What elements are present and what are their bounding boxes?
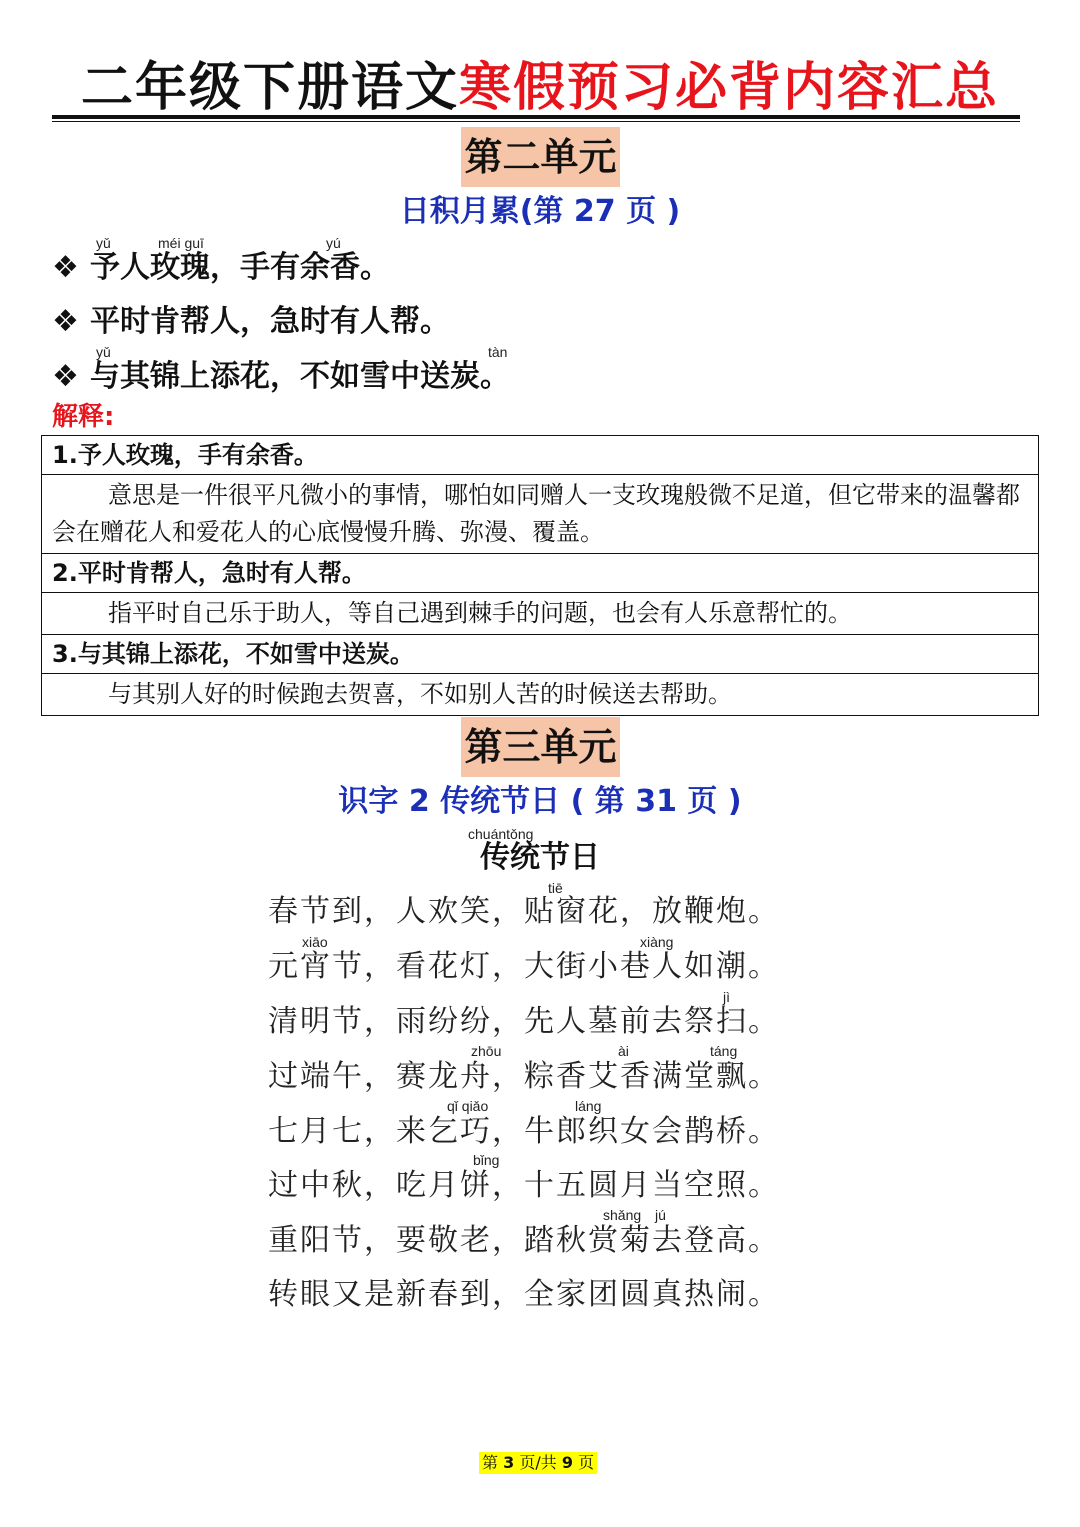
poem-line: 过中秋，吃月饼，十五圆月当空照。 [268, 1168, 780, 1203]
page-middle: 页/共 [519, 1453, 557, 1472]
page-indicator [479, 1452, 597, 1474]
poem-line: 元宵节，看花灯，大街小巷人如潮。 [268, 949, 780, 984]
saying-text: 与其锦上添花，不如雪中送炭。 [90, 359, 510, 394]
total-pages: 9 [561, 1453, 573, 1472]
saying-3 [52, 357, 510, 397]
pinyin-annotation: xiāo [302, 934, 328, 950]
pinyin-annotation: bǐng [473, 1152, 500, 1168]
diamond-bullet-icon: ❖ [52, 250, 79, 285]
poem-line: 清明节，雨纷纷，先人墓前去祭扫。 [268, 1004, 780, 1039]
pinyin-annotation: tiē [548, 880, 563, 896]
pinyin-annotation: tàn [488, 344, 508, 360]
poem-line: 重阳节，要敬老，踏秋赏菊去登高。 [268, 1223, 780, 1258]
explanation-question: 3.与其锦上添花，不如雪中送炭。 [42, 635, 1039, 674]
saying-text: 予人玫瑰，手有余香。 [90, 250, 390, 285]
title-rule-thick [52, 115, 1020, 119]
pinyin-annotation: xiàng [640, 934, 674, 950]
saying-1 [52, 248, 390, 288]
pinyin-annotation: yǔ [96, 235, 111, 251]
explanation-question: 1.予人玫瑰，手有余香。 [42, 436, 1039, 475]
pinyin-annotation: qǐ qiǎo [447, 1098, 489, 1114]
page-prefix: 第 [482, 1453, 499, 1472]
title-red-part: 寒假预习必背内容汇总 [459, 58, 1000, 118]
unit3-heading: 第三单元 [461, 717, 620, 777]
pinyin-annotation: yú [326, 235, 341, 251]
pinyin-annotation: ài [618, 1043, 629, 1059]
pinyin-annotation: shǎng [603, 1207, 642, 1223]
pinyin-annotation: láng [575, 1098, 602, 1114]
diamond-bullet-icon: ❖ [52, 359, 79, 394]
explanation-table [41, 435, 1039, 716]
poem-title: 传统节日 [480, 840, 600, 875]
explanation-label: 解释: [52, 402, 115, 432]
poem-line: 春节到，人欢笑，贴窗花，放鞭炮。 [268, 894, 780, 929]
unit3-subheading: 识字 2 传统节日 ( 第 31 页 ) [338, 784, 742, 819]
pinyin-annotation: méi guī [158, 235, 204, 251]
pinyin-annotation: jú [655, 1207, 666, 1223]
poem-line: 过端午，赛龙舟，粽香艾香满堂飘。 [268, 1059, 780, 1094]
explanation-answer: 与其别人好的时候跑去贺喜，不如别人苦的时候送去帮助。 [42, 674, 1039, 716]
current-page: 3 [503, 1453, 515, 1472]
unit2-subheading: 日积月累(第 27 页 ) [399, 194, 681, 229]
pinyin-annotation: táng [710, 1043, 738, 1059]
pinyin-annotation: jì [723, 989, 730, 1005]
title-black-part: 二年级下册语文 [80, 58, 459, 118]
title-rule-thin [52, 121, 1020, 122]
saying-2 [52, 302, 450, 342]
pinyin-annotation: yǔ [96, 344, 111, 360]
pinyin-annotation: zhōu [471, 1043, 502, 1059]
saying-text: 平时肯帮人，急时有人帮。 [90, 304, 450, 339]
explanation-question: 2.平时肯帮人，急时有人帮。 [42, 554, 1039, 593]
page-suffix: 页 [578, 1453, 595, 1472]
explanation-answer: 意思是一件很平凡微小的事情，哪怕如同赠人一支玫瑰般微不足道，但它带来的温馨都会在赠花人和爱花人的心底慢慢升腾、弥漫、覆盖。 [42, 475, 1039, 554]
pinyin-annotation: chuántǒng [468, 826, 534, 842]
poem-line: 转眼又是新春到，全家团圆真热闹。 [268, 1277, 780, 1312]
explanation-answer: 指平时自己乐于助人，等自己遇到棘手的问题，也会有人乐意帮忙的。 [42, 593, 1039, 635]
unit2-heading: 第二单元 [461, 127, 620, 187]
diamond-bullet-icon: ❖ [52, 304, 79, 339]
poem-line: 七月七，来乞巧，牛郎织女会鹊桥。 [268, 1114, 780, 1149]
page-title [0, 56, 1080, 120]
